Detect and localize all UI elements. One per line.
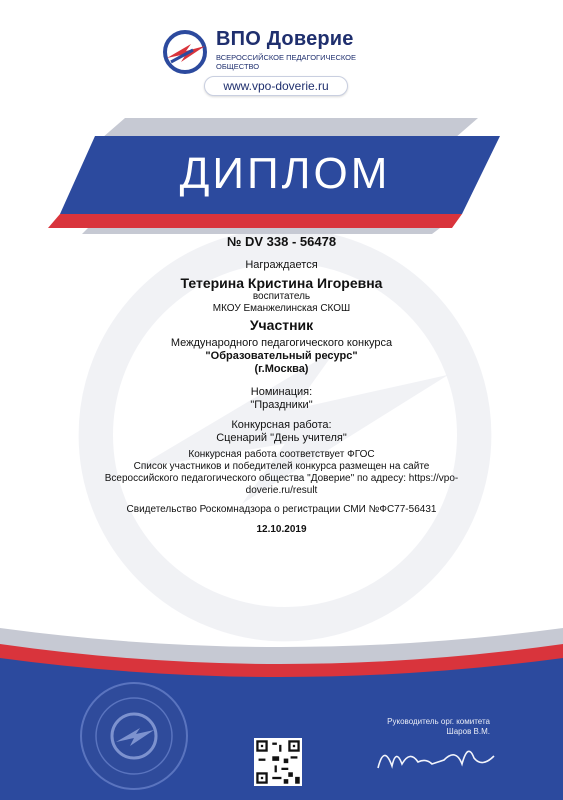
handwritten-signature-icon [370,738,500,778]
results-note-line2: Всероссийского педагогического общества "Доверие" по адресу: https://vpo- [104,473,459,484]
diploma-title: ДИПЛОМ [179,149,391,198]
signature-block [340,717,490,737]
contest-description: Международного педагогического конкурса [170,337,393,349]
results-note-line3: doverie.ru/result [245,485,318,496]
logo-subtitle: ВСЕРОССИЙСКОЕ ПЕДАГОГИЧЕСКОЕ ОБЩЕСТВО [216,53,357,71]
nomination-label: Номинация: [250,386,313,398]
results-note-line1: Список участников и победителей конкурса размещен на сайте [133,461,430,472]
signature-role: Руководитель орг. комитета [387,717,490,726]
diploma-number: № DV 338 - 56478 [226,234,337,249]
diploma-date: 12.10.2019 [256,524,307,535]
nomination-value: "Праздники" [250,399,313,411]
recipient-organization: МКОУ Еманжелинская СКОШ [212,303,351,314]
work-label: Конкурсная работа: [231,419,332,431]
signature-name: Шаров В.М. [446,727,490,736]
logo-title: ВПО Доверие [216,28,354,50]
fgos-note: Конкурсная работа соответствует ФГОС [188,449,375,460]
header-logo [161,24,401,104]
diploma-body [60,230,503,536]
contest-name: "Образовательный ресурс" [205,350,358,362]
awarded-label: Награждается [245,259,318,271]
site-url-link[interactable]: www.vpo-doverie.ru [204,76,348,96]
qr-code-icon[interactable] [254,738,302,786]
stamp-seal-icon [78,680,190,792]
registration-note: Свидетельство Роскомнадзора о регистрации СМИ №ФС77-56431 [126,504,437,515]
participant-status: Участник [249,317,314,333]
recipient-position: воспитатель [252,291,311,302]
logo-mark-icon [161,28,209,76]
recipient-name: Тетерина Кристина Игоревна [180,275,383,291]
contest-city: (г.Москва) [254,363,309,375]
work-value: Сценарий "День учителя" [216,432,347,444]
